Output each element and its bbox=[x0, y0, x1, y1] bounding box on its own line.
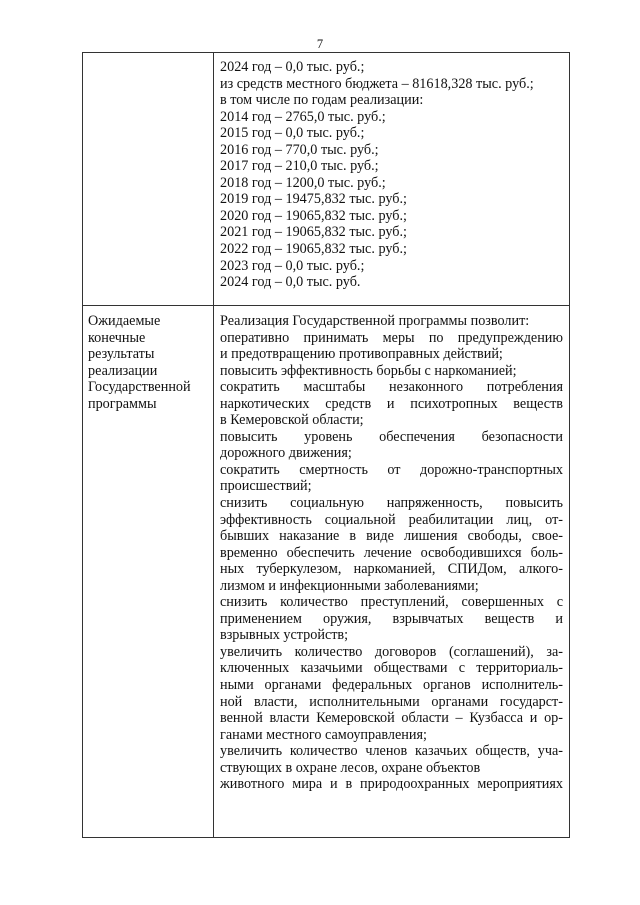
funding-line: 2024 год – 0,0 тыс. руб. bbox=[220, 274, 361, 291]
label-line: программы bbox=[88, 395, 157, 412]
expected-results-cell bbox=[214, 306, 570, 838]
table-row-expected-results bbox=[83, 306, 570, 838]
result-line: увеличить количество членов казачьих обществ, уча- bbox=[220, 743, 563, 760]
funding-line: 2019 год – 19475,832 тыс. руб.; bbox=[220, 191, 407, 208]
result-line: ключенных казачьими обществами с территориаль- bbox=[220, 660, 563, 677]
funding-line: 2014 год – 2765,0 тыс. руб.; bbox=[220, 108, 386, 125]
result-line: эффективность социальной реабилитации лиц, от- bbox=[220, 511, 563, 528]
label-line: реализации bbox=[88, 362, 158, 379]
result-line: взрывных устройств; bbox=[220, 627, 349, 644]
result-line: ных туберкулезом, наркоманией, СПИДом, алкого- bbox=[220, 561, 563, 578]
funding-details-cell bbox=[214, 53, 570, 306]
result-line: снизить социальную напряженность, повысить bbox=[220, 495, 563, 512]
funding-label-cell bbox=[83, 53, 214, 306]
funding-line: 2017 год – 210,0 тыс. руб.; bbox=[220, 158, 379, 175]
result-line: венной власти Кемеровской области – Кузбасса и ор- bbox=[220, 710, 563, 727]
result-line: Реализация Государственной программы позволит: bbox=[220, 313, 530, 329]
funding-line: 2018 год – 1200,0 тыс. руб.; bbox=[220, 174, 386, 191]
result-line: ствующих в охране лесов, охране объектов bbox=[220, 759, 481, 776]
funding-line: в том числе по годам реализации: bbox=[220, 92, 424, 109]
funding-line: 2021 год – 19065,832 тыс. руб.; bbox=[220, 224, 407, 241]
expected-results-label-cell bbox=[83, 306, 214, 838]
label-line: Ожидаемые bbox=[88, 313, 161, 329]
result-line: временно обеспечить лечение освободившихся боль- bbox=[220, 544, 563, 561]
funding-line: из средств местного бюджета – 81618,328 тыс. руб.; bbox=[220, 75, 534, 92]
result-line: увеличить количество договоров (соглашений), за- bbox=[220, 643, 563, 660]
result-line: наркотических средств и психотропных веществ bbox=[220, 395, 563, 412]
funding-line: 2020 год – 19065,832 тыс. руб.; bbox=[220, 207, 407, 224]
expected-results-label bbox=[88, 313, 208, 412]
result-line: лизмом и инфекционными заболеваниями; bbox=[220, 577, 479, 594]
label-line: Государственной bbox=[88, 379, 191, 396]
result-line: ганами местного самоуправления; bbox=[220, 726, 427, 743]
program-passport-table bbox=[82, 52, 570, 838]
result-line: повысить эффективность борьбы с наркоманией; bbox=[220, 362, 517, 379]
funding-line: 2015 год – 0,0 тыс. руб.; bbox=[220, 125, 365, 142]
result-line: в Кемеровской области; bbox=[220, 412, 364, 429]
table-row-funding bbox=[83, 53, 570, 306]
result-line: повысить уровень обеспечения безопасности bbox=[220, 428, 563, 445]
result-line: дорожного движения; bbox=[220, 445, 352, 462]
funding-line: 2024 год – 0,0 тыс. руб.; bbox=[220, 59, 365, 75]
result-line: сократить смертность от дорожно-транспортных bbox=[220, 461, 563, 478]
expected-results-list bbox=[220, 313, 563, 793]
funding-lines bbox=[220, 59, 563, 291]
funding-line: 2023 год – 0,0 тыс. руб.; bbox=[220, 257, 365, 274]
result-line: оперативно принимать меры по предупреждению bbox=[220, 329, 563, 346]
result-line: применением оружия, взрывчатых веществ и bbox=[220, 610, 563, 627]
funding-line: 2016 год – 770,0 тыс. руб.; bbox=[220, 141, 379, 158]
result-line: ной власти, исполнительными органами государст- bbox=[220, 693, 563, 710]
page-number: 7 bbox=[316, 37, 324, 51]
result-line: снизить количество преступлений, совершенных с bbox=[220, 594, 563, 611]
label-line: результаты bbox=[88, 346, 155, 363]
result-line: сократить масштабы незаконного потребления bbox=[220, 379, 563, 396]
result-line: бывших наказание в виде лишения свободы, свое- bbox=[220, 528, 563, 545]
result-line: ными органами федеральных органов исполнитель- bbox=[220, 677, 563, 694]
result-line: происшествий; bbox=[220, 478, 312, 495]
result-line: и предотвращению противоправных действий; bbox=[220, 346, 503, 363]
result-line: животного мира и в природоохранных мероприятиях bbox=[220, 776, 563, 793]
label-line: конечные bbox=[88, 329, 146, 346]
funding-line: 2022 год – 19065,832 тыс. руб.; bbox=[220, 241, 407, 258]
